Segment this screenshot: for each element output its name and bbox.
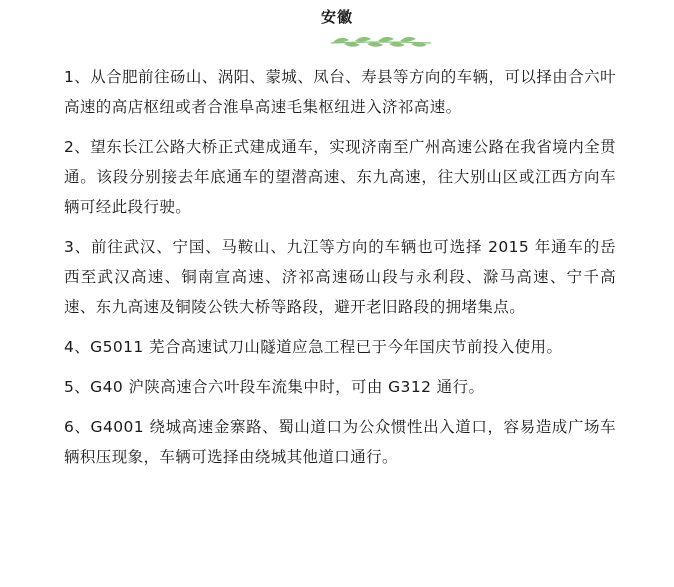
list-item: 2、望东长江公路大桥正式建成通车，实现济南至广州高速公路在我省境内全贯通。该段分别接去年底通车的望潜高速、东九高速，往大别山区或江西方向车辆可经此段行驶。	[64, 138, 616, 216]
document-title: 安徽	[320, 8, 353, 26]
list-item: 4、G5011 芜合高速试刀山隧道应急工程已于今年国庆节前投入使用。	[64, 338, 563, 356]
leaf-divider-icon	[327, 32, 435, 52]
list-item: 5、G40 沪陕高速合六叶段车流集中时，可由 G312 通行。	[64, 378, 485, 396]
list-item: 3、前往武汉、宁国、马鞍山、九江等方向的车辆也可选择 2015 年通车的岳西至武汉高速、铜南宣高速、济祁高速砀山段与永利段、滁马高速、宁千高速、东九高速及铜陵公铁大桥等路段，避开老旧路段的拥堵集点。	[64, 238, 616, 316]
item-list	[64, 62, 616, 482]
list-item: 6、G4001 绕城高速金寨路、蜀山道口为公众惯性出入道口，容易造成广场车辆积压现象，车辆可选择由绕城其他道口通行。	[64, 418, 616, 466]
list-item: 1、从合肥前往砀山、涡阳、蒙城、凤台、寿县等方向的车辆，可以择由合六叶高速的高店枢纽或者合淮阜高速毛集枢纽进入济祁高速。	[64, 68, 616, 116]
